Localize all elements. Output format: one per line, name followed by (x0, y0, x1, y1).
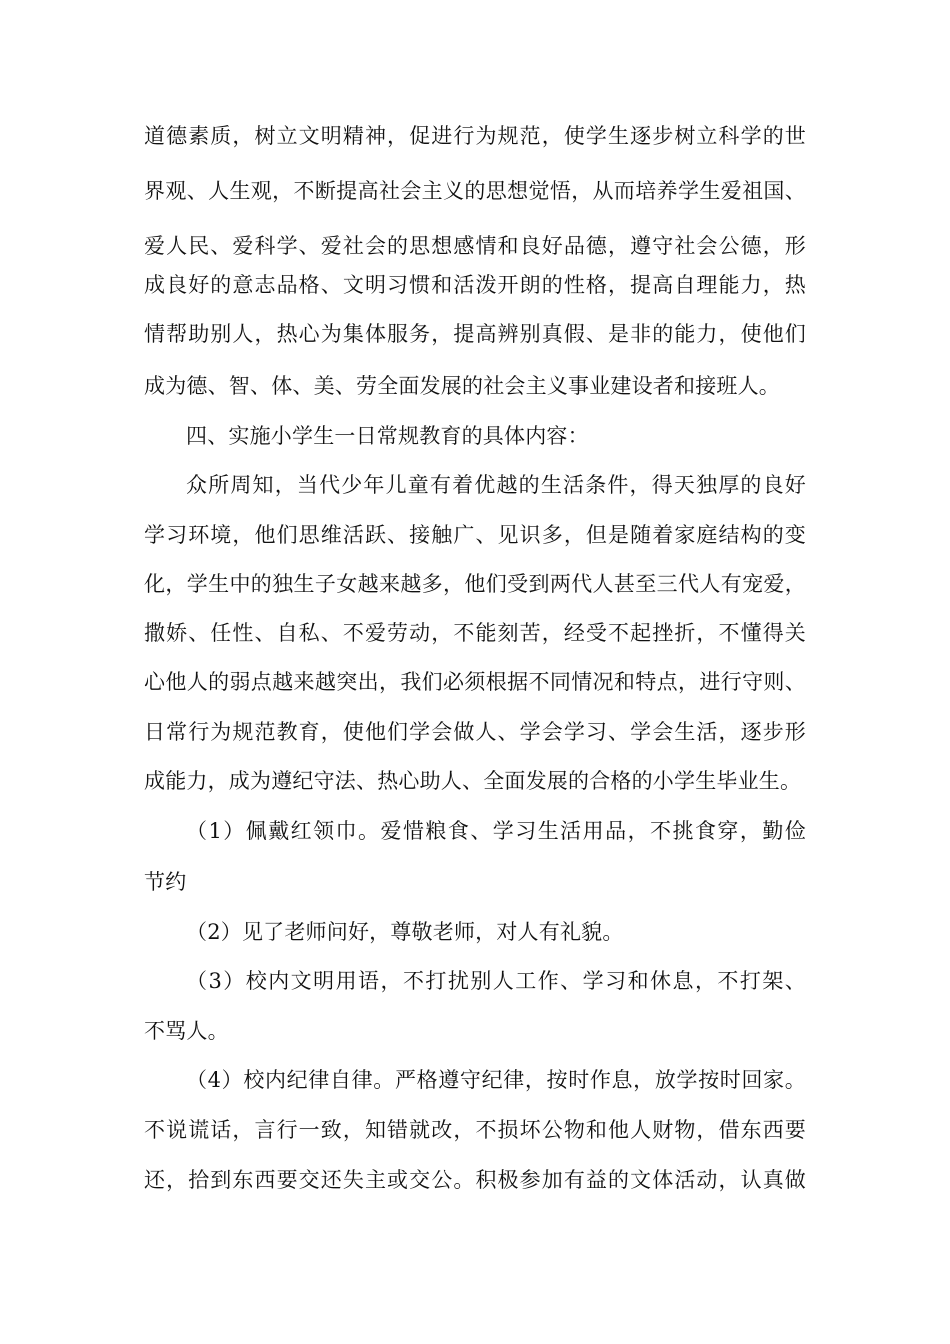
list-item: （2）见了老师问好，尊敬老师，对人有礼貌。 (186, 920, 624, 944)
text-line: 日常行为规范教育，使他们学会做人、学会学习、学会生活，逐步形 (144, 720, 806, 744)
text-line: 成能力，成为遵纪守法、热心助人、全面发展的合格的小学生毕业生。 (144, 769, 802, 793)
text-line: 成为德、智、体、美、劳全面发展的社会主义事业建设者和接班人。 (144, 374, 780, 398)
text-line: 学习环境，他们思维活跃、接触广、见识多，但是随着家庭结构的变 (144, 523, 806, 547)
text-line: 化，学生中的独生子女越来越多，他们受到两代人甚至三代人有宠爱， (144, 572, 806, 596)
list-item: 不骂人。 (144, 1019, 229, 1043)
list-item: 节约 (144, 870, 187, 894)
text-line: 情帮助别人，热心为集体服务，提高辨别真假、是非的能力，使他们 (144, 322, 806, 346)
list-item: （1）佩戴红领巾。爱惜粮食、学习生活用品，不挑食穿，勤俭 (186, 819, 806, 843)
list-item: （3）校内文明用语，不打扰别人工作、学习和休息，不打架、 (186, 969, 806, 993)
list-item: （4）校内纪律自律。严格遵守纪律，按时作息，放学按时回家。 (186, 1068, 806, 1092)
text-line: 撒娇、任性、自私、不爱劳动，不能刻苦，经受不起挫折，不懂得关 (144, 621, 806, 645)
text-line: 道德素质，树立文明精神，促进行为规范，使学生逐步树立科学的世 (144, 124, 806, 148)
list-item: 还，拾到东西要交还失主或交公。积极参加有益的文体活动，认真做 (144, 1168, 806, 1192)
text-line: 界观、人生观，不断提高社会主义的思想觉悟，从而培养学生爱祖国、 (144, 179, 806, 203)
section-heading: 四、实施小学生一日常规教育的具体内容： (186, 424, 589, 448)
list-item: 不说谎话，言行一致，知错就改，不损坏公物和他人财物，借东西要 (144, 1118, 806, 1142)
text-line: 爱人民、爱科学、爱社会的思想感情和良好品德，遵守社会公德，形 (144, 234, 806, 258)
text-line: 众所周知，当代少年儿童有着优越的生活条件，得天独厚的良好 (186, 473, 806, 497)
text-line: 成良好的意志品格、文明习惯和活泼开朗的性格，提高自理能力，热 (144, 273, 806, 297)
text-line: 心他人的弱点越来越突出，我们必须根据不同情况和特点，进行守则、 (144, 670, 806, 694)
